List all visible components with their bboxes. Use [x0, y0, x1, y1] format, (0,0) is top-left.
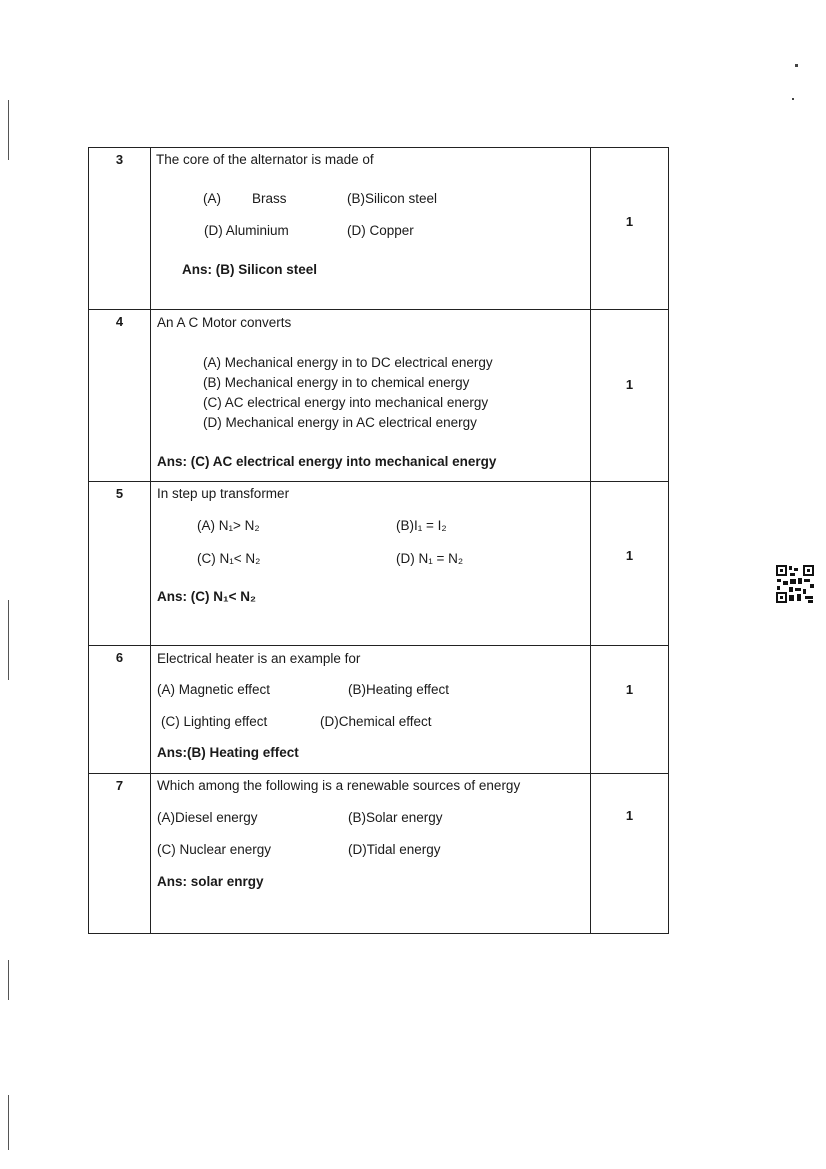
question-cell: [151, 148, 591, 310]
option-text: (B)Silicon steel: [347, 191, 438, 206]
answer-text: Ans: (C) AC electrical energy into mechanical energy: [157, 454, 497, 469]
answer-text: Ans: (B) Silicon steel: [182, 262, 318, 277]
option-text: (A) Mechanical energy in to DC electrical energy: [203, 355, 493, 370]
scan-speck: [792, 98, 794, 100]
question-number: 4: [89, 310, 151, 482]
option-text: (B)I₁ = I₂: [396, 518, 447, 533]
scan-margin-mark: [8, 1095, 9, 1150]
marks-cell: [591, 482, 669, 646]
question-text: Which among the following is a renewable sources of energy: [157, 778, 521, 793]
marks-value: 1: [625, 377, 634, 392]
marks-value: 1: [625, 548, 634, 563]
question-number: 3: [89, 148, 151, 310]
option-text: (D)Chemical effect: [320, 714, 432, 729]
question-number: 7: [89, 774, 151, 934]
marks-value: 1: [625, 808, 634, 823]
option-text: (B)Solar energy: [348, 810, 443, 825]
table-row: [89, 774, 669, 934]
question-text: Electrical heater is an example for: [157, 651, 361, 666]
answer-text: Ans:(B) Heating effect: [157, 745, 299, 760]
answer-text: Ans: solar enrgy: [157, 874, 264, 889]
option-text: (A) N₁> N₂: [197, 518, 260, 533]
table-row: [89, 482, 669, 646]
question-cell: [151, 646, 591, 774]
table-row: [89, 148, 669, 310]
option-text: (B)Heating effect: [348, 682, 450, 697]
question-cell: [151, 482, 591, 646]
option-text: (A) Magnetic effect: [157, 682, 271, 697]
option-text: (D) N₁ = N₂: [396, 551, 464, 566]
option-text: (A)Diesel energy: [157, 810, 258, 825]
table-row: [89, 310, 669, 482]
question-text: An A C Motor converts: [157, 315, 292, 330]
marks-cell: [591, 148, 669, 310]
option-text: (C) Nuclear energy: [157, 842, 272, 857]
option-text: (C) N₁< N₂: [197, 551, 261, 566]
question-number: 5: [89, 482, 151, 646]
marks-cell: [591, 310, 669, 482]
option-text: (C) Lighting effect: [161, 714, 268, 729]
question-text: In step up transformer: [157, 486, 290, 501]
scan-margin-mark: [8, 600, 9, 680]
scan-speck: [795, 64, 798, 67]
scan-margin-mark: [8, 100, 9, 160]
option-text: (D)Tidal energy: [348, 842, 441, 857]
question-table: [88, 147, 669, 934]
table-row: [89, 646, 669, 774]
option-text: (D) Copper: [347, 223, 414, 238]
marks-value: 1: [625, 682, 634, 697]
question-cell: [151, 310, 591, 482]
option-text: (D) Aluminium: [204, 223, 289, 238]
option-text: (C) AC electrical energy into mechanical energy: [203, 395, 489, 410]
option-text: Brass: [252, 191, 287, 206]
option-text: (B) Mechanical energy in to chemical energy: [203, 375, 470, 390]
qr-code-icon: [775, 564, 815, 604]
marks-cell: [591, 646, 669, 774]
scan-margin-mark: [8, 960, 9, 1000]
question-cell: [151, 774, 591, 934]
question-text: The core of the alternator is made of: [156, 152, 374, 167]
option-text: (D) Mechanical energy in AC electrical energy: [203, 415, 477, 430]
option-label: (A): [203, 191, 221, 206]
marks-cell: [591, 774, 669, 934]
question-number: 6: [89, 646, 151, 774]
answer-text: Ans: (C) N₁< N₂: [157, 589, 256, 604]
marks-value: 1: [625, 214, 634, 229]
